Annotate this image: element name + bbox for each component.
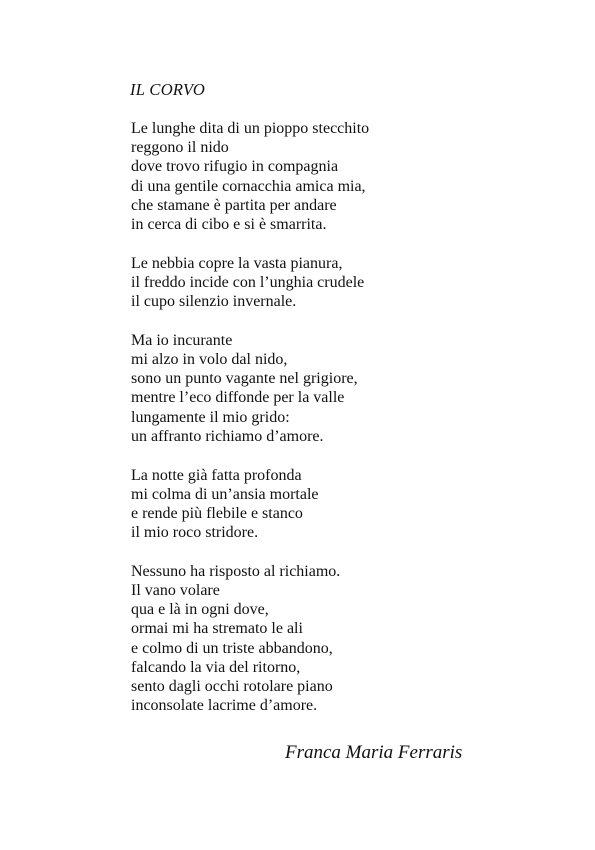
stanza-1 [131,119,551,234]
poem-line: lungamente il mio grido: [131,408,290,426]
poem-line: inconsolate lacrime d’amore. [131,697,318,715]
poem-line: mentre l’eco diffonde per la valle [131,389,345,407]
poem-line: di una gentile cornacchia amica mia, [131,177,366,195]
poem-line: Le nebbia copre la vasta pianura, [131,254,343,272]
poem-line: reggono il nido [131,139,229,157]
poem-line: sento dagli occhi rotolare piano [131,678,333,696]
stanza-5 [131,562,551,716]
poem-title: IL CORVO [130,80,206,99]
poem-line: in cerca di cibo e si è smarrita. [131,216,327,234]
poem-line: e colmo di un triste abbandono, [131,639,333,657]
poem-line: che stamane è partita per andare [131,196,337,214]
poem-line: falcando la via del ritorno, [131,658,301,676]
poem-line: ormai mi ha stremato le ali [131,620,303,638]
poem-line: Nessuno ha risposto al richiamo. [131,562,341,580]
poem-line: Ma io incurante [131,331,233,349]
poem-body [131,119,551,735]
poem-line: qua e là in ogni dove, [131,601,269,619]
poem-line: dove trovo rifugio in compagnia [131,158,339,176]
poem-line: La notte già fatta profonda [131,466,302,484]
poem-line: e rende più flebile e stanco [131,504,303,522]
poem-line: mi colma di un’ansia mortale [131,485,319,503]
poem-line: Il vano volare [131,582,220,600]
stanza-3 [131,331,551,446]
poem-line: il freddo incide con l’unghia crudele [131,273,365,291]
poem-line: il cupo silenzio invernale. [131,293,297,311]
poem-line: Le lunghe dita di un pioppo stecchito [131,120,370,137]
poem-line: il mio roco stridore. [131,524,259,542]
poem-line: un affranto richiamo d’amore. [131,427,324,445]
stanza-4 [131,466,551,543]
stanza-2 [131,254,551,312]
poem-line: sono un punto vagante nel grigiore, [131,370,358,388]
author-signature: Franca Maria Ferraris [285,742,463,763]
poem-line: mi alzo in volo dal nido, [131,351,288,369]
